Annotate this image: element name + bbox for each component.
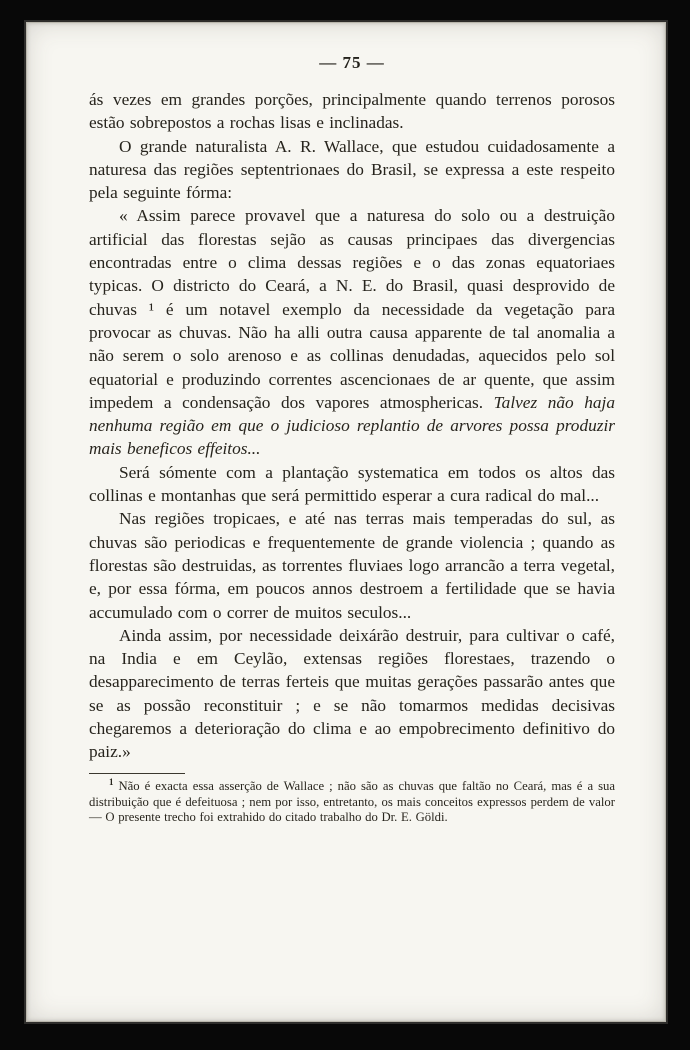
book-page: [26, 22, 666, 1022]
quote-normal-text: « Assim parece provavel que a naturesa do solo ou a destruição artificial das florestas sejão as causas principaes das divergencias encontradas entre o clima dessas regiões e o das zonas equatoriaes typicas. O districto do Ceará, a N. E. do Brasil, quasi desprovido de chuvas ¹ é um notavel exemplo da necessidade da vegetação para provocar as chuvas. Não ha alli outra causa apparente de tal anomalia a não serem o solo arenoso e as collinas denudadas, aquecidos pelo sol equatorial e produzindo correntes ascencionaes de ar quente, que assim impedem a condensação dos vapores atmosphericas.: [89, 206, 615, 412]
footnote: [89, 776, 615, 826]
quote-italic-text: Talvez não haja nenhuma região em que o judicioso replantio de arvores possa produzir mais beneficos effeitos...: [89, 392, 615, 459]
page-number: — 75 —: [319, 53, 385, 72]
paragraph-ainda-assim: Ainda assim, por necessidade deixárão destruir, para cultivar o café, na India e em Ceylão, extensas regiões florestaes, trazendo o desapparecimento de terras ferteis que muitas gerações passarão antes que se as possão reconstituir ; e se não tomarmos medidas decisivas chegaremos a deterioração do clima e ao empobrecimento definitivo do paiz.»: [89, 625, 615, 762]
paragraph-wallace-intro: O grande naturalista A. R. Wallace, que estudou cuidadosamente a naturesa das regiões septentrionaes do Brasil, se expressa a este respeito pela seguinte fórma:: [89, 136, 615, 203]
paragraph-continuation: ás vezes em grandes porções, principalmente quando terrenos porosos estão sobrepostos a rochas lisas e inclinadas.: [89, 90, 615, 133]
paragraph-plantacao: Será sómente com a plantação systematica em todos os altos das collinas e montanhas que será permittido esperar a cura radical do mal...: [89, 462, 615, 506]
paragraph-quote: [89, 204, 615, 460]
footnote-text: Não é exacta essa asserção de Wallace ; não são as chuvas que faltão no Ceará, mas é a sua distribuição que é defeituosa ; nem por isso, entretanto, os mais conceitos expressos perdem de valor — O presente trecho foi extrahido do citado trabalho do Dr. E. Göldi.: [89, 779, 615, 825]
footnote-divider: [89, 773, 185, 775]
footnote-marker: 1: [109, 776, 114, 787]
body-text: [89, 88, 615, 764]
page-content: [89, 53, 615, 826]
paragraph-regioes-tropicaes: Nas regiões tropicaes, e até nas terras mais temperadas do sul, as chuvas são periodicas e frequentemente de grande violencia ; quando as florestas são destruidas, as torrentes fluviaes logo arrancão a terra vegetal, e, por essa fórma, em poucos annos destroem a fertilidade que se havia accumulado com o correr de muitos seculos...: [89, 509, 615, 622]
